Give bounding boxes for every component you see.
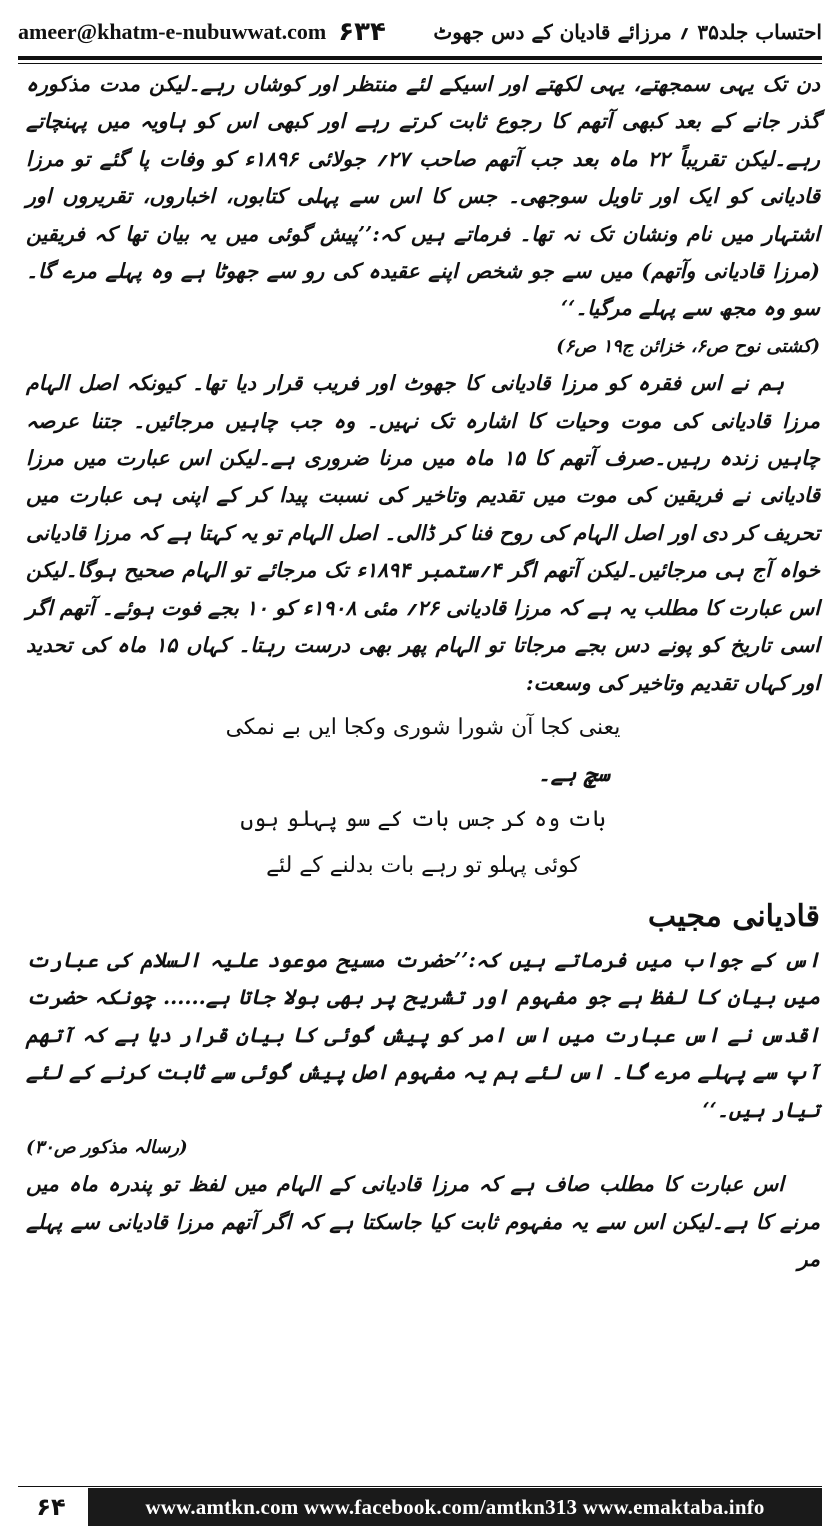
running-title: احتساب جلد۳۵ ؍ مرزائے قادیان کے دس جھوٹ: [433, 20, 822, 44]
header-email: ameer@khatm-e-nubuwwat.com: [18, 19, 327, 44]
footer-page-number: ۶۴: [36, 1493, 66, 1521]
verse-line-3: کوئی پہلو تو رہے بات بدلنے کے لئے: [266, 852, 580, 878]
header-rule-thick: [18, 56, 822, 60]
page-body: [26, 66, 820, 1279]
footer-rule: [18, 1486, 822, 1487]
citation-1: (کشتی نوح ص۶، خزائن ج۱۹ ص۶): [556, 335, 820, 357]
verse-line-1: یعنی کجا آن شورا شوری وکجا ایں بے نمکی: [225, 714, 621, 740]
page-footer: [18, 1486, 822, 1528]
footer-links: www.amtkn.com www.facebook.com/amtkn313 www.emaktaba.info: [88, 1488, 822, 1526]
paragraph-4: اس عبارت کا مطلب صاف ہے کہ مرزا قادیانی کے الہام میں لفظ تو پندرہ ماہ میں مرنے کا ہے۔لیکن اس سے یہ مفہوم ثابت کیا جاسکتا ہے کہ اگر آتھم مرزا قادیانی سے پہلے مر: [26, 1172, 820, 1272]
header-left: [18, 17, 386, 47]
paragraph-2: ہم نے اس فقرہ کو مرزا قادیانی کا جھوٹ اور فریب قرار دیا تھا۔ کیونکہ اصل الہام مرزا قادیانی کی موت وحیات کا اشارہ تک نہیں۔ وہ جب چاہیں مرجائیں۔ جتنا عرصہ چاہیں زندہ رہیں۔صرف آتھم کا ۱۵ ماہ میں مرنا ضروری ہے۔لیکن اس عبارت میں مرزا قادیانی نے فریقین کی موت میں تقدیم وتاخیر کی نسبت پیدا کر کے اپنی ہی عبارت میں تحریف کر دی اور اصل الہام کی روح فنا کر ڈالی۔ اصل الہام تو یہ کہتا ہے کہ مرزا قادیانی خواہ آج ہی مرجائیں۔لیکن آتھم اگر ۴؍ستمبر ۱۸۹۴ء تک مرجائے تو الہام صحیح ہوگا۔لیکن اس عبارت کا مطلب یہ ہے کہ مرزا قادیانی ۲۶؍ مئی ۱۹۰۸ء کو ۱۰ بجے فوت ہوئے۔ آتھم اگر اسی تاریخ کو پونے دس بجے مرجاتا تو الہام پھر بھی درست رہتا۔ کہاں ۱۵ ماہ کی تحدید اور کہاں تقدیم وتاخیر کی وسعت:: [26, 371, 821, 695]
paragraph-1: دن تک یہی سمجھتے، یہی لکھتے اور اسیکے لئے منتظر اور کوشاں رہے۔لیکن مدت مذکورہ گذر جانے کے بعد کبھی آتھم کا رجوع ثابت کرتے رہے اور کبھی اس کو ہاویہ میں پہنچاتے رہے۔لیکن تقریباً ۲۲ ماہ بعد جب آتھم صاحب ۲۷؍ جولائی ۱۸۹۶ء کو وفات پا گئے تو مرزا قادیانی کو ایک اور تاویل سوجھی۔ جس کا اس سے پہلی کتابوں، اخباروں، تقریروں اور اشتہار میں نام ونشان تک نہ تھا۔ فرماتے ہیں کہ:’’پیش گوئی میں یہ بیان تھا کہ فریقین (مرزا قادیانی وآتھم) میں سے جو شخص اپنے عقیدہ کی رو سے جھوٹا ہے وہ پہلے مرے گا۔ سو وہ مجھ سے پہلے مرگیا۔‘‘: [26, 72, 820, 321]
citation-2: (رسالہ مذکور ص۳۰): [26, 1136, 188, 1158]
sach-hai: سچ ہے۔: [537, 760, 610, 787]
verse-line-2: بات وہ کر جس بات کے سو پہلو ہوں: [240, 806, 606, 832]
header-rule-thin: [18, 63, 822, 64]
paragraph-3: اس کے جواب میں فرماتے ہیں کہ:’’حضرت مسیح موعود علیہ السلام کی عبارت میں بیان کا لفظ ہے جو مفہوم اور تشریح پر بھی بولا جاتا ہے...... چونکہ حضرت اقدس نے اس عبارت میں اس امر کو پیش گوئی کا بیان قرار دیا ہے کہ آتھم آپ سے پہلے مرے گا۔ اس لئے ہم یہ مفہوم اصل پیش گوئی سے ثابت کرنے کے لئے تیار ہیں۔‘‘: [26, 947, 820, 1122]
header-page-number: ۶۳۴: [338, 17, 386, 47]
page-header: [18, 12, 822, 52]
section-heading: قادیانی مجیب: [647, 898, 820, 934]
